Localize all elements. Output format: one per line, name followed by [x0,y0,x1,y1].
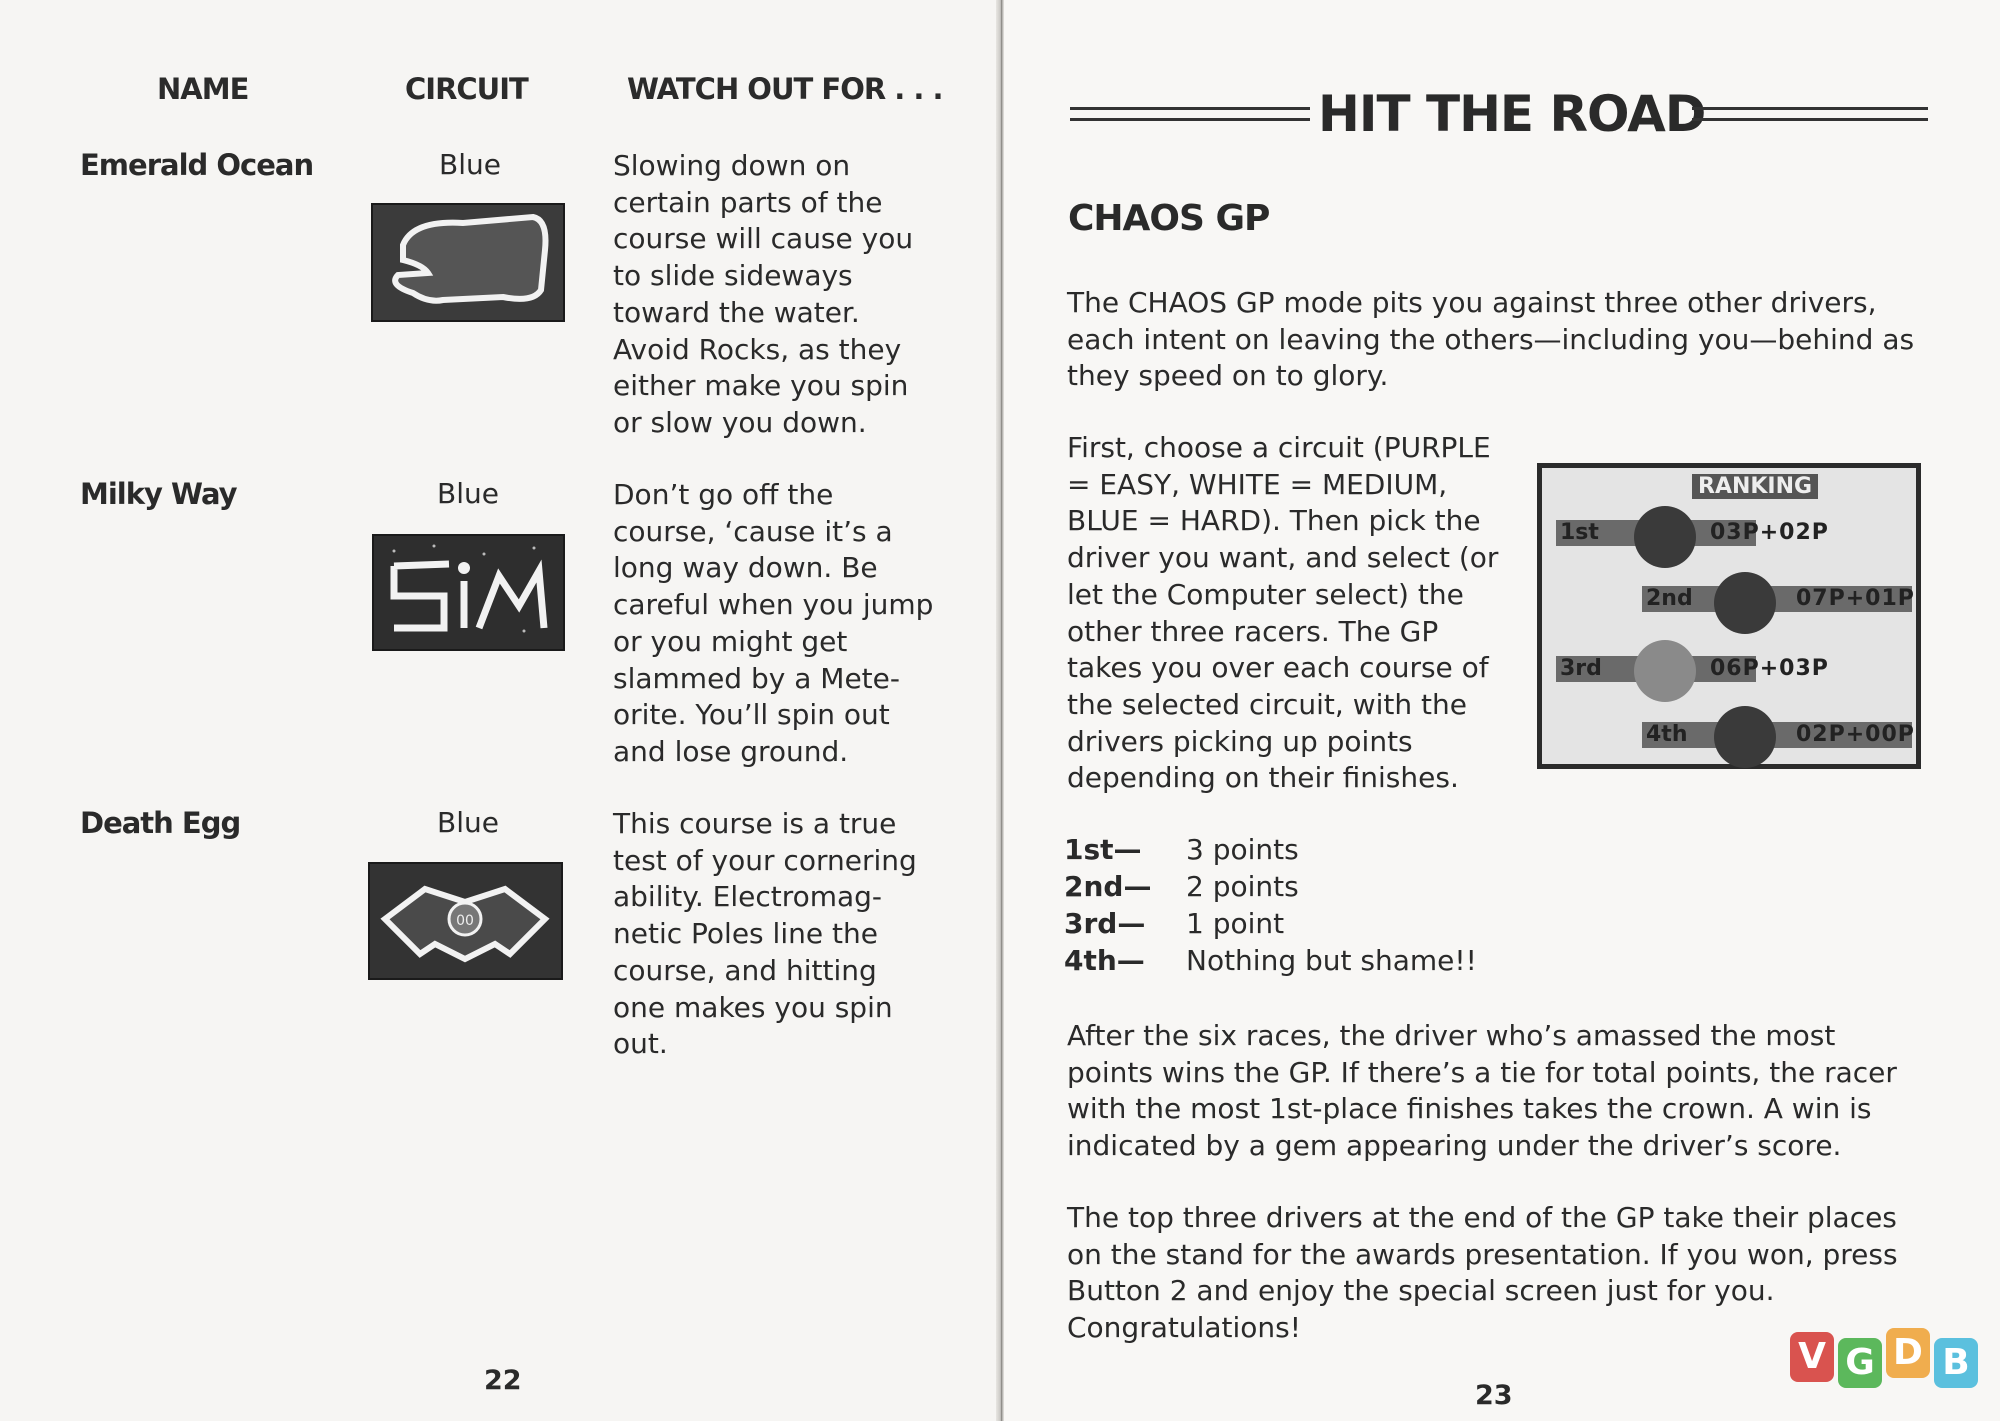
death-egg-track-map [368,862,563,980]
course-circuit: Blue [437,806,499,839]
course-name: Emerald Ocean [80,148,314,182]
awards-paragraph: The top three drivers at the end of the GP take their places on the stand for the awards presentation. If you won, press Button 2 and enjoy the special screen just for you. Congratulations! [1067,1201,1898,1345]
choose-paragraph: First, choose a circuit (PURPLE = EASY, WHITE = MEDIUM, BLUE = HARD). Then pick the driver you want, and select (or let the Computer select) the other three racers. The GP takes you over each course of the selected circuit, with the drivers picking up points depending on their finishes. [1067,431,1499,795]
svg-text:00: 00 [456,913,474,929]
page-title: HIT THE ROAD [1318,85,1706,143]
header-name: NAME [157,72,249,106]
header-watch-out-for: WATCH OUT FOR . . . [627,72,943,106]
tiebreak-paragraph: After the six races, the driver who’s amassed the most points wins the GP. If there’s a tie for total points, the racer with the most 1st-place finishes takes the crown. A win is indicated by a gem appearing under the driver’s score. [1067,1019,1897,1163]
header-circuit: CIRCUIT [405,72,528,106]
rank-place: 4th [1646,722,1688,747]
course-circuit: Blue [437,477,499,510]
driver-portrait [1714,572,1776,634]
ranking-heading: RANKING [1692,474,1818,499]
rank-place: 1st [1560,520,1599,545]
ranking-screenshot [1537,463,1921,769]
rank-points: 03P+02P [1710,520,1829,545]
rank-place: 2nd [1646,586,1693,611]
rank-points: 07P+01P [1796,586,1915,611]
course-description: This course is a true test of your cornering ability. Electromag- netic Poles line the course, and hitting one makes you spin out. [613,807,917,1061]
section-subtitle: CHAOS GP [1068,198,1270,239]
driver-portrait [1714,706,1776,768]
emerald-ocean-track-map [371,203,565,322]
rank-points: 06P+03P [1710,656,1829,681]
title-rule-right [1692,107,1928,121]
driver-portrait [1634,640,1696,702]
rank-place: 3rd [1560,656,1602,681]
course-description: Slowing down on certain parts of the course will cause you to slide sideways toward the water. Avoid Rocks, as they either make you spin or slow you down. [613,149,914,439]
page-number: 23 [1475,1380,1513,1411]
vgdb-watermark-logo: V G D B [1790,1332,1990,1396]
intro-paragraph: The CHAOS GP mode pits you against three other drivers, each intent on leaving the others—including you—behind as they speed on to glory. [1067,286,1915,393]
page-number: 22 [484,1365,522,1396]
course-name: Death Egg [80,806,241,840]
course-name: Milky Way [80,477,237,511]
course-circuit: Blue [439,148,501,181]
driver-portrait [1634,506,1696,568]
rank-points: 02P+00P [1796,722,1915,747]
course-description: Don’t go off the course, ‘cause it’s a long way down. Be careful when you jump or you might get slammed by a Mete- orite. You’ll spin out and lose ground. [613,478,934,768]
title-rule-left [1070,107,1310,121]
milky-way-track-map [372,534,565,651]
